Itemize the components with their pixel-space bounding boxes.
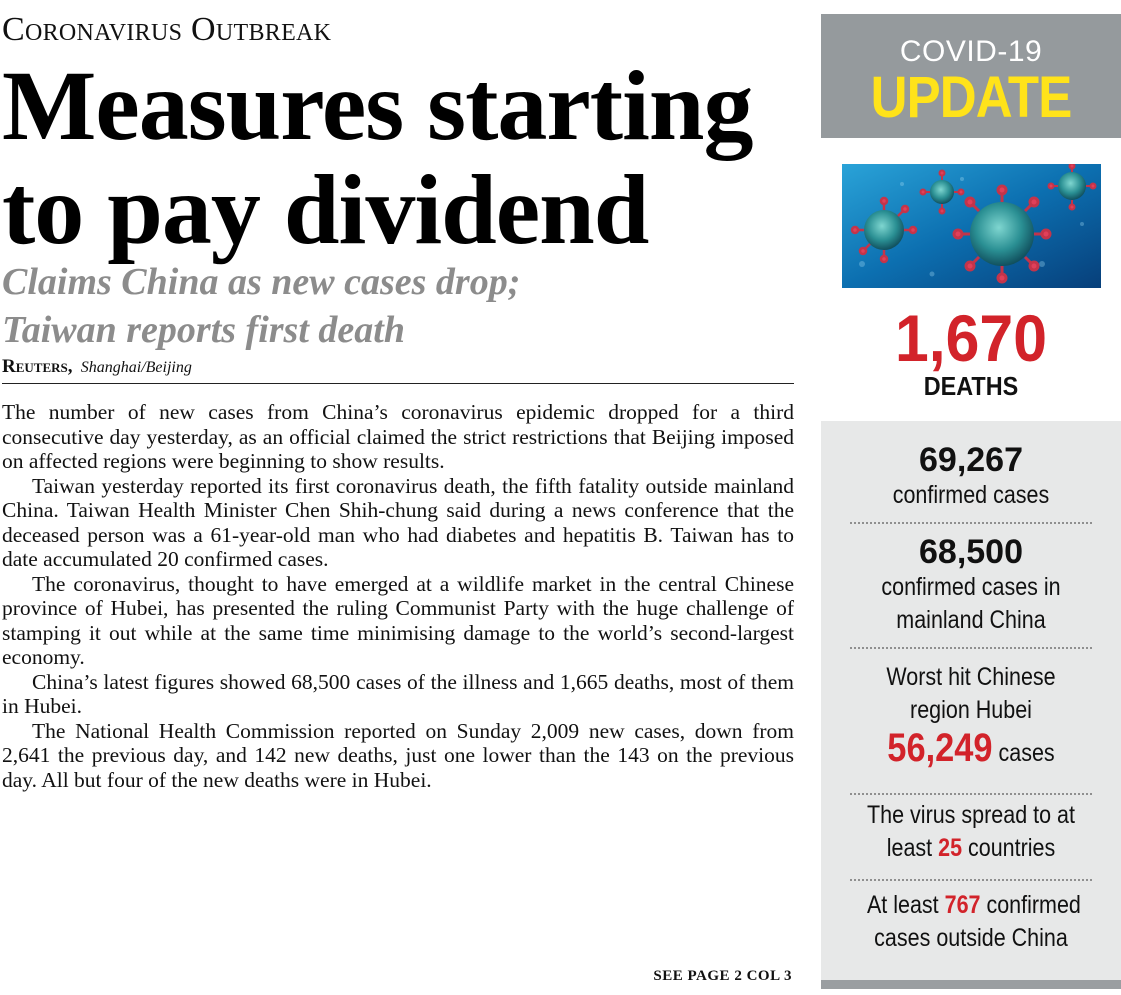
stat-outside-china (850, 889, 1092, 955)
article (2, 6, 794, 991)
stat-prefix: least (886, 834, 933, 862)
sidebar-header (821, 14, 1121, 138)
subheadline-line-2: Taiwan reports first death (2, 309, 405, 351)
divider (850, 522, 1092, 524)
covid-update-sidebar (821, 14, 1121, 989)
stat-number: 68,500 (919, 533, 1023, 571)
stat-suffix: confirmed (986, 891, 1081, 919)
byline (2, 356, 794, 384)
divider (850, 647, 1092, 649)
subheadline (2, 258, 794, 354)
headline (2, 50, 794, 265)
stats-panel (821, 421, 1121, 989)
stat-line (866, 889, 1081, 922)
stat-text: confirmed cases (892, 481, 1050, 509)
stat-line (867, 832, 1075, 865)
stat-text: confirmed cases in (881, 573, 1061, 601)
article-body (2, 400, 794, 792)
stat-countries (850, 799, 1092, 865)
stat-suffix: countries (968, 834, 1056, 862)
paragraph: China’s latest figures showed 68,500 cases of the illness and 1,665 deaths, most of them in Hubei. (2, 669, 794, 718)
stat-text: region Hubei (910, 696, 1032, 724)
stat-text: cases outside China (874, 924, 1068, 952)
stat-number: 56,249 (887, 726, 993, 770)
stat-text: Worst hit Chinese (886, 663, 1056, 691)
continued-on-link[interactable]: SEE PAGE 2 COL 3 (653, 968, 792, 984)
sidebar-header-update: UPDATE (870, 65, 1072, 130)
headline-line-2: to pay dividend (2, 154, 649, 265)
paragraph: The National Health Commission reported on Sunday 2,009 new cases, down from 2,641 the previous day, and 142 new deaths, just one lower than the 143 on the previous day. All but four of the new deaths were in Hubei. (2, 718, 794, 792)
divider (850, 793, 1092, 795)
section-kicker: Coronavirus Outbreak (2, 11, 332, 48)
stat-line (867, 727, 1075, 774)
stat-hubei (850, 661, 1092, 774)
paragraph: Taiwan yesterday reported its first coronavirus death, the fifth fatality outside mainland China. Taiwan Health Minister Chen Shih-chung said during a news conference that the deceased person was a 61-year-old man who had diabetes and hepatitis B. Taiwan has to date accumulated 20 confirmed cases. (2, 473, 794, 571)
stat-text: The virus spread to at (867, 801, 1075, 829)
deaths-count (821, 301, 1121, 401)
stat-total-confirmed (850, 441, 1092, 512)
byline-agency: Reuters, (2, 356, 73, 377)
deaths-label: DEATHS (923, 371, 1019, 401)
stat-text: mainland China (896, 606, 1046, 634)
paragraph: The number of new cases from China’s coronavirus epidemic dropped for a third consecutive day yesterday, as an official claimed the strict restrictions that Beijing imposed on affected regions were beginning to show results. (2, 400, 794, 473)
paragraph: The coronavirus, thought to have emerged at a wildlife market in the central Chinese province of Hubei, has presented the ruling Communist Party with the huge challenge of stamping it out while at the same time minimising damage to the world’s second-largest economy. (2, 571, 794, 669)
sidebar-header-covid: COVID-19 (899, 35, 1043, 68)
stat-number: 69,267 (919, 441, 1023, 479)
stat-mainland-confirmed (850, 533, 1092, 637)
stat-suffix: cases (998, 739, 1055, 767)
stat-number: 25 (938, 834, 963, 862)
headline-line-1: Measures starting (2, 50, 753, 161)
divider (850, 879, 1092, 881)
virus-illustration (842, 164, 1101, 288)
stat-number: 767 (944, 891, 981, 919)
virus-illustration-icon (842, 164, 1101, 288)
deaths-number: 1,670 (895, 301, 1047, 375)
byline-dateline: Shanghai/Beijing (80, 359, 192, 376)
stat-prefix: At least (866, 891, 939, 919)
subheadline-line-1: Claims China as new cases drop; (2, 261, 521, 303)
